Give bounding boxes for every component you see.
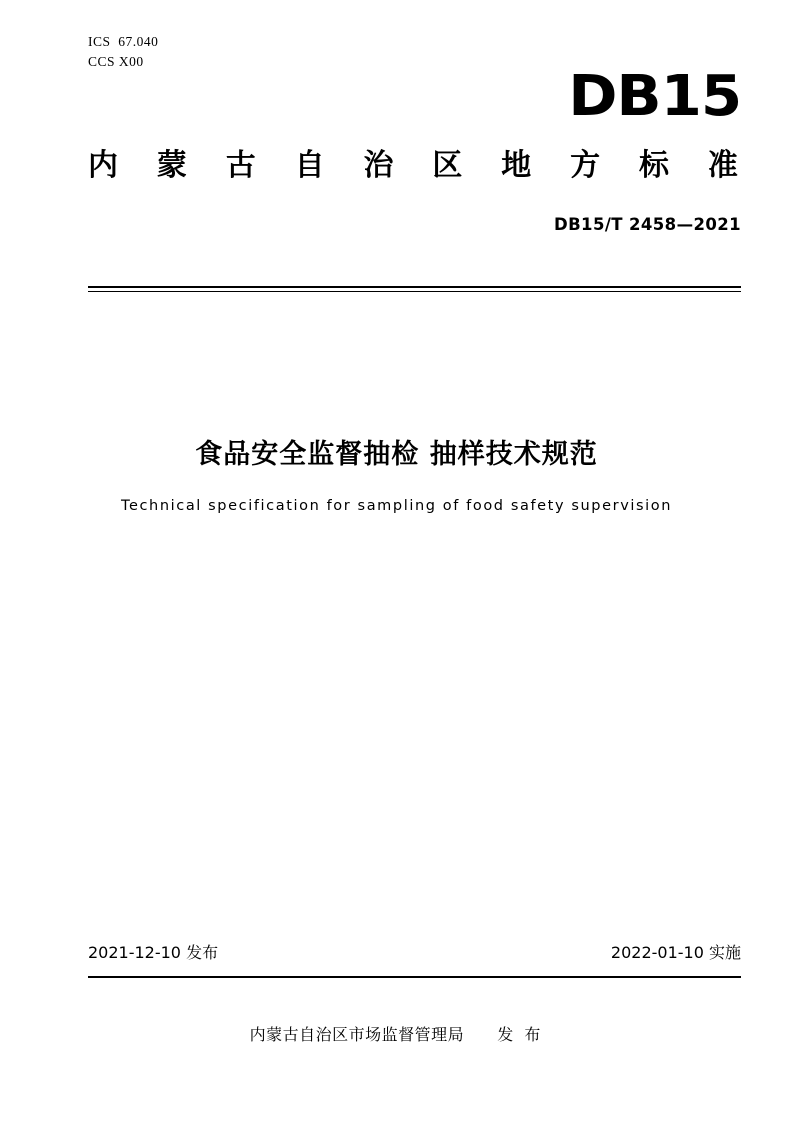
header-divider-thick (88, 286, 741, 288)
issuer-action: 发 布 (497, 1025, 544, 1044)
document-title-english: Technical specification for sampling of food safety supervision (120, 498, 673, 514)
series-title-char: 区 (432, 148, 463, 183)
series-title-char: 方 (570, 148, 601, 183)
series-title-char: 自 (294, 148, 325, 183)
series-title-char: 准 (707, 148, 738, 183)
document-title-chinese: 食品安全监督抽检 抽样技术规范 (195, 439, 598, 470)
standard-number: DB15/T 2458—2021 (553, 215, 741, 234)
issuer-name: 内蒙古自治区市场监督管理局 (249, 1025, 465, 1044)
series-title-char: 地 (501, 148, 532, 183)
series-title-char: 内 (88, 148, 118, 183)
header-divider-thin (88, 291, 741, 292)
standard-series-title (88, 145, 738, 187)
series-title-char: 蒙 (156, 148, 187, 183)
date-row (88, 940, 741, 963)
series-title-char: 治 (363, 148, 394, 183)
footer-divider (88, 976, 741, 978)
issue-date: 2021-12-10 发布 (88, 943, 219, 962)
issuer-row (0, 1022, 793, 1045)
effective-date: 2022-01-10 实施 (610, 943, 741, 962)
db15-logo: DB15 (568, 64, 741, 129)
classification-block (88, 32, 158, 72)
ics-code: ICS 67.040 (88, 34, 159, 49)
series-title-char: 古 (225, 148, 256, 183)
series-title-char: 标 (639, 148, 669, 183)
ccs-code: CCS X00 (88, 54, 144, 69)
